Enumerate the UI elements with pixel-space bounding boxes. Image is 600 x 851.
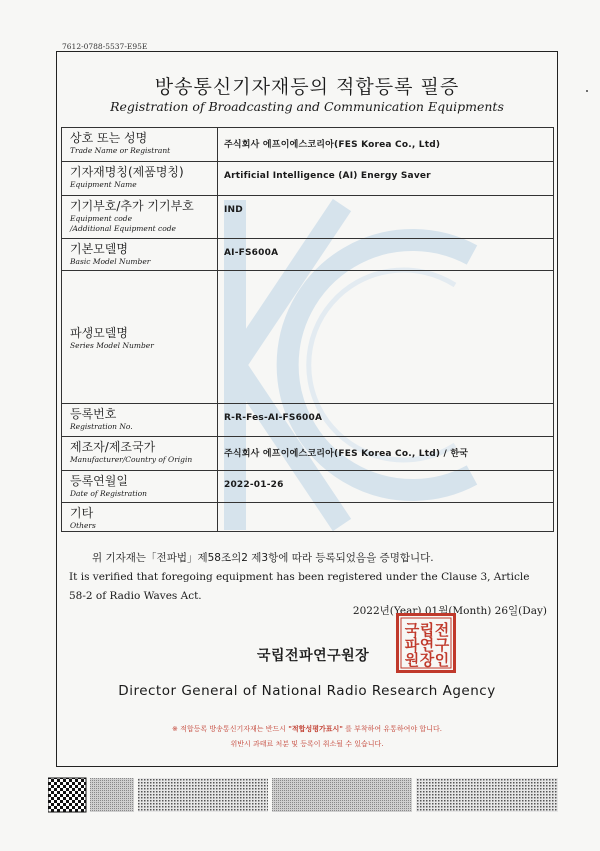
notice-prefix: ※ 적합등록 방송통신기자재는 반드시 (172, 725, 287, 733)
row-basic-model (62, 239, 554, 271)
label-korean: 기기부호/추가 기기부호 (70, 199, 194, 213)
value-date-of-registration: 2022-01-26 (218, 471, 554, 503)
registration-table (61, 127, 554, 532)
notice-suffix: 를 부착하여 유통하여야 합니다. (345, 725, 442, 733)
row-equipment-code (62, 196, 554, 239)
row-date-of-registration (62, 471, 554, 503)
label-english: Series Model Number (70, 341, 154, 350)
title-korean: 방송통신기자재등의 적합등록 필증 (154, 76, 460, 98)
issue-date: 2022년(Year) 01월(Month) 26일(Day) (352, 605, 547, 617)
label-korean: 파생모델명 (70, 326, 128, 340)
official-seal-icon (396, 613, 456, 673)
svg-text:인: 인 (434, 651, 450, 669)
value-others (218, 503, 554, 532)
statement-english: It is verified that foregoing equipment has been registered under the Clause 3, Article 58-2 of Radio Waves Act. (69, 571, 530, 602)
row-manufacturer (62, 437, 554, 471)
value-equipment-code: IND (218, 196, 554, 239)
value-series-model (218, 271, 554, 404)
notice-emphasis: "적합성평가표시" (288, 725, 343, 733)
document-code: 7612-0788-5537-E95E (62, 42, 148, 51)
row-equipment-name (62, 162, 554, 196)
notice-line-1 (57, 724, 557, 734)
label-korean: 기자재명칭(제품명칭) (70, 165, 184, 179)
signatory-korean: 국립전파연구원장 (257, 648, 370, 664)
value-trade-name: 주식회사 에프이에스코리아(FES Korea Co., Ltd) (218, 128, 554, 162)
svg-text:립: 립 (419, 621, 435, 639)
svg-text:구: 구 (434, 636, 450, 654)
director-title-english: Director General of National Radio Research Agency (118, 683, 496, 699)
label-korean: 제조자/제조국가 (70, 440, 156, 454)
label-korean: 기본모델명 (70, 242, 128, 256)
label-korean: 기타 (70, 506, 94, 520)
security-pattern-strip (48, 776, 558, 814)
statement-korean: 위 기자재는「전파법」제58조의2 제3항에 따라 등록되었음을 증명합니다. (92, 552, 434, 564)
label-english: Date of Registration (70, 489, 147, 498)
row-trade-name (62, 128, 554, 162)
label-english: Equipment code (70, 214, 133, 223)
value-equipment-name: Artificial Intelligence (AI) Energy Saver (218, 162, 554, 196)
label-english: Others (70, 521, 96, 530)
title-english: Registration of Broadcasting and Communication Equipments (110, 99, 504, 114)
svg-text:전: 전 (434, 621, 450, 639)
label-english: Registration No. (70, 422, 133, 431)
value-registration-no: R-R-Fes-AI-FS600A (218, 404, 554, 437)
certificate-frame (56, 51, 558, 767)
label-korean: 등록번호 (70, 407, 117, 421)
row-registration-no (62, 404, 554, 437)
svg-text:연: 연 (419, 636, 435, 654)
row-others (62, 503, 554, 532)
notice-line-2: 위반시 과태료 처분 및 등록이 취소될 수 있습니다. (230, 740, 384, 748)
label-korean: 등록연월일 (70, 474, 128, 488)
label-english: Manufacturer/Country of Origin (70, 455, 193, 464)
row-series-model (62, 271, 554, 404)
svg-text:파: 파 (404, 636, 420, 654)
svg-text:국: 국 (404, 621, 420, 639)
label-english: Basic Model Number (70, 257, 151, 266)
speck (586, 90, 588, 92)
label-korean: 상호 또는 성명 (70, 131, 148, 145)
label-english: Equipment Name (70, 180, 137, 189)
value-basic-model: AI-FS600A (218, 239, 554, 271)
svg-text:원: 원 (404, 651, 420, 669)
svg-text:장: 장 (419, 651, 435, 669)
label-english-2: /Additional Equipment code (70, 224, 176, 233)
label-english: Trade Name or Registrant (70, 146, 171, 155)
value-manufacturer: 주식회사 에프이에스코리아(FES Korea Co., Ltd) / 한국 (218, 437, 554, 471)
